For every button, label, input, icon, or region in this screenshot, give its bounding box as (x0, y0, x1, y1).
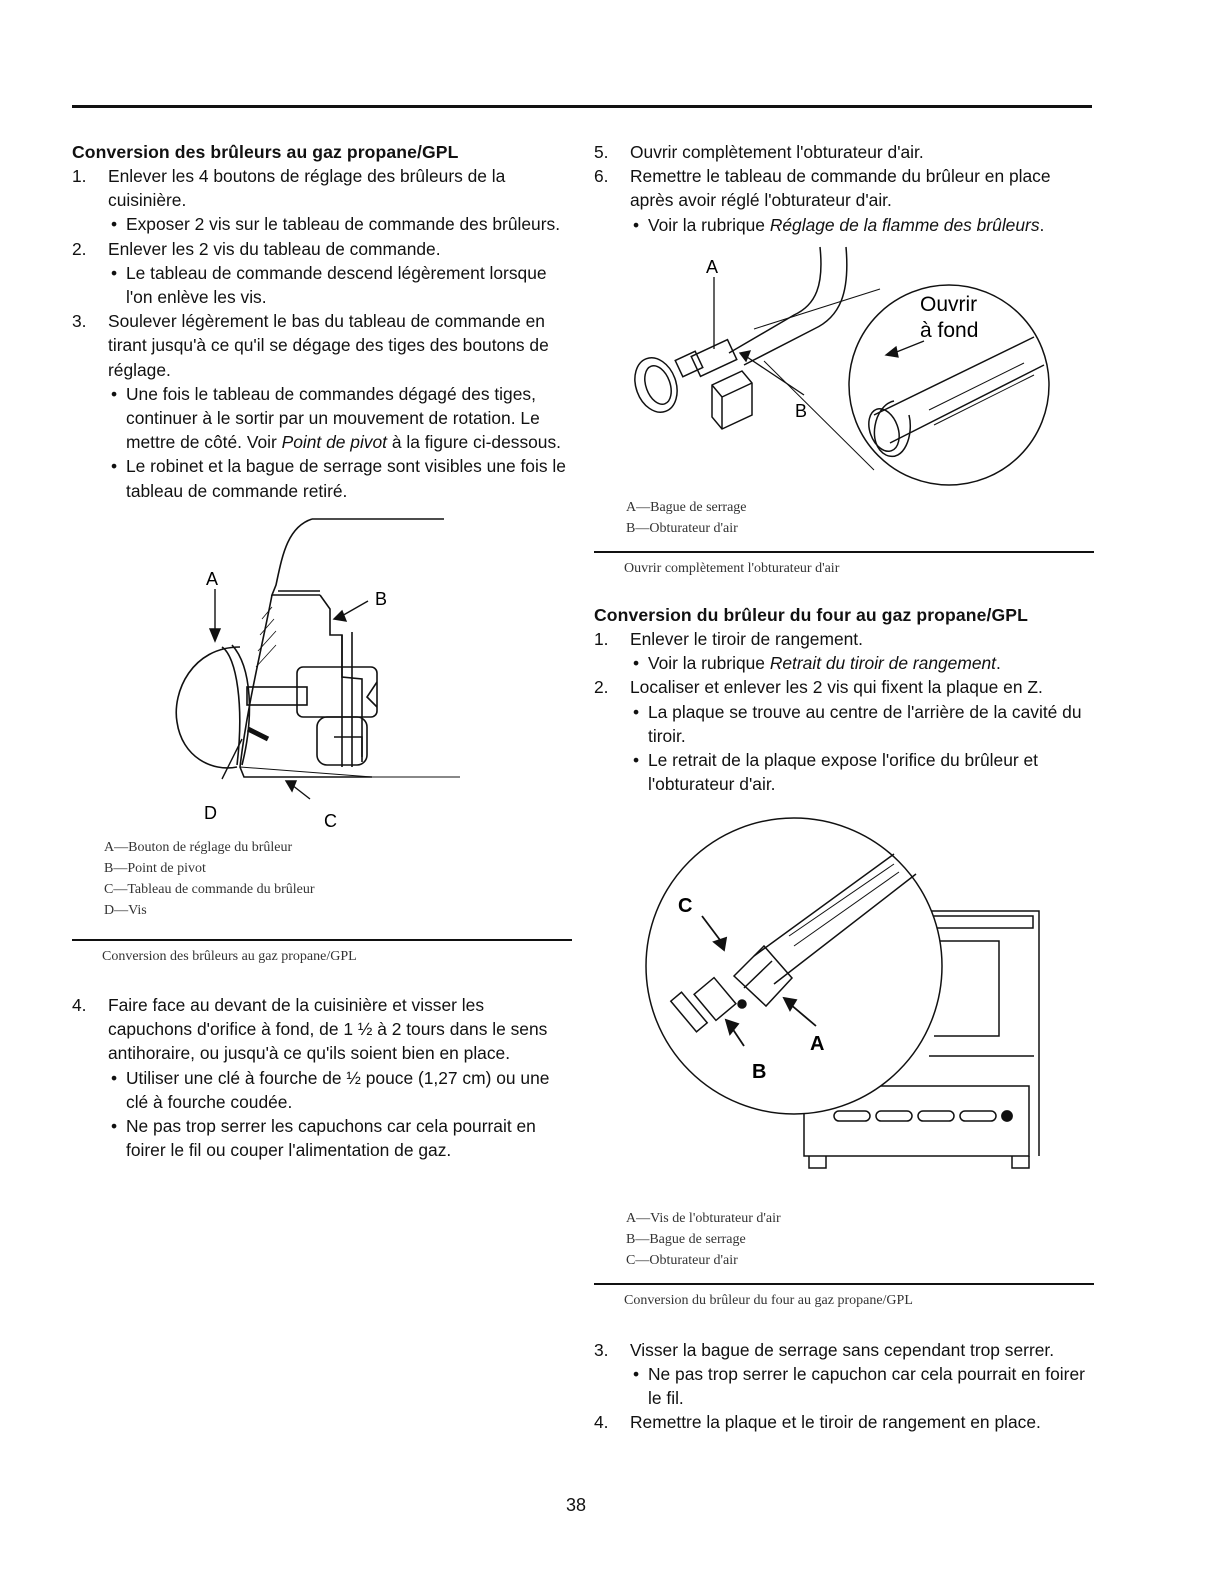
oven-step-2: 2. Localiser et enlever les 2 vis qui fixent la plaque en Z. • La plaque se trouve au centre de l'arrière de la cavité du tiroir. • Le retrait de la plaque expose l'orifice du brûleur et l'obturateur d'air. (594, 675, 1094, 796)
fig1-captions: A—Bouton de réglage du brûleur B—Point de pivot C—Tableau de commande du brûleur D—Vis (104, 839, 315, 918)
fig3-label-c: C (678, 895, 693, 918)
fig2-rule (594, 551, 1094, 553)
step-4: 4. Faire face au devant de la cuisinière et visser les capuchons d'orifice à fond, de 1 ½ à 2 tours dans le sens antihoraire, ou jusqu'à ce qu'ils soient bien en place. • Utiliser une clé à fourche de ½ pouce (1,27 cm) ou une clé à fourche coudée. • Ne pas trop serrer les capuchons car cela pourrait en foirer le fil ou couper l'alimentation de gaz. (72, 993, 572, 1162)
section-heading-burners: Conversion des brûleurs au gaz propane/GPL (72, 142, 459, 162)
step-3: 3. Soulever légèrement le bas du tableau de commande en tirant jusqu'à ce qu'il se dégage des tiges des boutons de réglage. • Une fois le tableau de commandes dégagé des tiges, continuer à le sortir par un mouvement de rotation. Le mettre de côté. Voir Point de pivot à la figure ci-dessous. • Le robinet et la bague de serrage sont visibles une fois le tableau de commande retiré. (72, 309, 572, 503)
fig1-rule (72, 939, 572, 941)
step-2-bullet: • Le tableau de commande descend légèrement lorsque l'on enlève les vis. (108, 261, 572, 309)
step-6: 6. Remettre le tableau de commande du brûleur en place après avoir réglé l'obturateur d'air. • Voir la rubrique Réglage de la flamme des brûleurs. (594, 164, 1094, 237)
fig1-label-a: A (206, 568, 219, 589)
left-column (72, 140, 572, 1162)
fig1-label-c: C (324, 810, 337, 827)
figure-air-shutter (594, 245, 1094, 495)
fig3-rule (594, 1283, 1094, 1285)
oven-step-3: 3. Visser la bague de serrage sans cependant trop serrer. • Ne pas trop serrer le capuchon car cela pourrait en foirer le fil. (594, 1338, 1094, 1411)
oven-step-2-bullet-1: • La plaque se trouve au centre de l'arrière de la cavité du tiroir. (630, 700, 1094, 748)
fig3-label-b: B (752, 1061, 767, 1084)
top-rule (72, 105, 1092, 108)
fig2-label-a-fond: à fond (920, 318, 979, 342)
step-3-bullet-2: • Le robinet et la bague de serrage sont visibles une fois le tableau de commande retiré. (108, 454, 572, 502)
fig2-label-a: A (706, 256, 719, 277)
right-column (594, 140, 1094, 1434)
step-2: 2. Enlever les 2 vis du tableau de commande. • Le tableau de commande descend légèrement lorsque l'on enlève les vis. (72, 237, 572, 310)
fig1-title: Conversion des brûleurs au gaz propane/GPL (102, 948, 357, 964)
page-number: 38 (566, 1495, 587, 1515)
step-5: 5. Ouvrir complètement l'obturateur d'air. (594, 142, 924, 162)
fig2-captions: A—Bague de serrage B—Obturateur d'air (626, 499, 747, 536)
fig3-label-a: A (810, 1033, 825, 1056)
section-heading-oven: Conversion du brûleur du four au gaz propane/GPL (594, 605, 1028, 626)
fig1-label-d: D (204, 802, 217, 823)
oven-step-4: 4. Remettre la plaque et le tiroir de rangement en place. (594, 1412, 1041, 1433)
step-1: 1. Enlever les 4 boutons de réglage des brûleurs de la cuisinière. • Exposer 2 vis sur le tableau de commande des brûleurs. (72, 164, 572, 237)
step-4-bullet-1: • Utiliser une clé à fourche de ½ pouce (1,27 cm) ou une clé à fourche coudée. (108, 1066, 572, 1114)
fig2-label-ouvrir: Ouvrir (920, 292, 978, 316)
fig2-label-b: B (795, 400, 808, 421)
fig3-captions: A—Vis de l'obturateur d'air B—Bague de serrage C—Obturateur d'air (626, 1211, 781, 1269)
oven-step-1: 1. Enlever le tiroir de rangement. • Voir la rubrique Retrait du tiroir de rangement. (594, 627, 1094, 675)
figure-oven-burner (594, 806, 1094, 1206)
step-6-bullet: • Voir la rubrique Réglage de la flamme des brûleurs. (630, 213, 1094, 237)
step-3-bullet-1: • Une fois le tableau de commandes dégagé des tiges, continuer à le sortir par un mouvement de rotation. Le mettre de côté. Voir Point de pivot à la figure ci-dessous. (108, 382, 572, 455)
fig2-title: Ouvrir complètement l'obturateur d'air (624, 560, 840, 576)
step-4-bullet-2: • Ne pas trop serrer les capuchons car cela pourrait en foirer le fil ou couper l'alimentation de gaz. (108, 1114, 572, 1162)
step-1-bullet: • Exposer 2 vis sur le tableau de commande des brûleurs. (108, 212, 572, 236)
fig3-title: Conversion du brûleur du four au gaz propane/GPL (624, 1293, 913, 1309)
oven-step-2-bullet-2: • Le retrait de la plaque expose l'orifice du brûleur et l'obturateur d'air. (630, 748, 1094, 796)
oven-step-3-bullet: • Ne pas trop serrer le capuchon car cela pourrait en foirer le fil. (630, 1362, 1094, 1410)
figure-burner-knob (72, 507, 572, 827)
oven-step-1-bullet: • Voir la rubrique Retrait du tiroir de rangement. (630, 651, 1094, 675)
fig1-label-b: B (375, 588, 388, 609)
